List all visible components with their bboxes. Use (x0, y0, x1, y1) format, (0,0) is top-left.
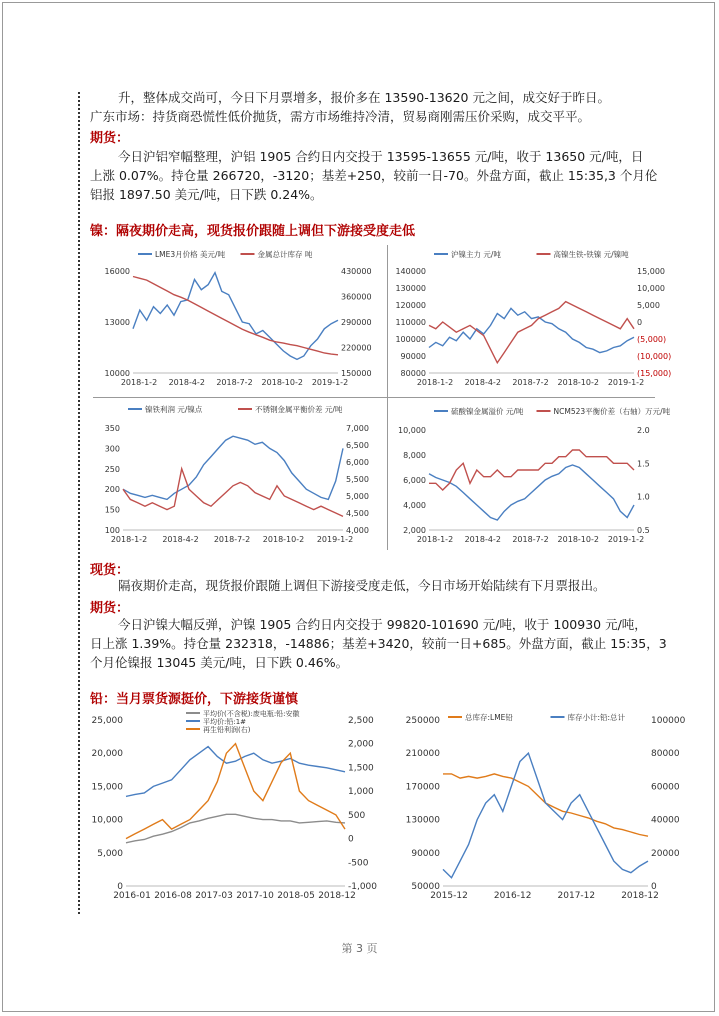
y-left-tick-label: 10000 (104, 369, 130, 378)
y-left-tick-label: 15,000 (91, 782, 123, 793)
x-tick-label: 2016-08 (154, 891, 192, 901)
y-right-tick-label: 5,500 (346, 475, 369, 484)
x-tick-label: 2019-1-2 (311, 378, 349, 387)
x-tick-label: 2016-01 (113, 891, 151, 901)
ni-futures-line-1: 今日沪镍大幅反弹，沪镍 1905 合约日内交投于 99820-101690 元/吨，收于 100930 元/吨， (118, 617, 647, 632)
x-tick-label: 2017-12 (557, 891, 596, 901)
y-right-tick-label: 290000 (341, 318, 372, 327)
y-right-tick-label: 5,000 (637, 301, 660, 310)
y-left-tick-label: 50000 (411, 882, 440, 892)
y-right-tick-label: 6,000 (346, 458, 369, 467)
legend-label: 高镍生铁-铁镍 元/镍吨 (553, 250, 629, 259)
series-line-2 (443, 753, 648, 878)
y-right-tick-label: (15,000) (637, 369, 672, 378)
chart-shfe-nickel (389, 245, 681, 395)
page-number: 第 3 页 (341, 942, 378, 955)
y-left-tick-label: 90000 (400, 352, 426, 361)
y-left-tick-label: 8,000 (403, 451, 426, 460)
legend-label: 金属总计库存 吨 (257, 250, 313, 259)
y-right-tick-label: 500 (348, 810, 366, 821)
x-tick-label: 2015-12 (430, 891, 468, 901)
x-tick-label: 2018-7-2 (213, 535, 251, 544)
x-tick-label: 2018-4-2 (162, 535, 199, 544)
ni-futures-line-3: 个月伦镍报 13045 美元/吨，日下跌 0.46%。 (90, 655, 349, 670)
series-line-1 (429, 465, 634, 520)
y-left-tick-label: 13000 (104, 318, 130, 327)
y-left-tick-label: 130000 (405, 815, 440, 826)
y-left-tick-label: 250 (104, 464, 120, 474)
chart-lead-inventory (385, 708, 695, 908)
series-line-2 (123, 469, 343, 517)
y-right-tick-label: 1.0 (637, 492, 650, 502)
y-right-tick-label: 100000 (651, 716, 686, 726)
legend-label: 总库存:LME铅 (465, 713, 513, 722)
y-right-tick-label: 0 (637, 318, 643, 327)
y-right-tick-label: 1,500 (348, 763, 374, 774)
x-tick-label: 2018-1-2 (416, 535, 454, 544)
x-tick-label: 2018-05 (277, 891, 315, 901)
ni-spot-line-1: 隔夜期价走高，现货报价跟随上调但下游接受度走低，今日市场开始陆续有下月票报出。 (118, 578, 606, 593)
y-left-tick-label: 350 (104, 424, 120, 433)
y-left-tick-label: 16000 (104, 267, 130, 276)
y-right-tick-label: 0 (348, 834, 354, 845)
x-tick-label: 2016-12 (493, 891, 532, 901)
al-text-line-2: 广东市场：持货商恐慌性低价抛货，需方市场维持冷清，贸易商刚需压价采购，成交平平。 (90, 109, 591, 124)
x-tick-label: 2018-7-2 (512, 378, 549, 387)
ni-futures-label: 期货： (90, 601, 130, 616)
nickel-heading: 镍：隔夜期价走高，现货报价跟随上调但下游接受度走低 (90, 224, 416, 239)
chart-grid-hline (93, 397, 655, 398)
al-futures-line-2: 上涨 0.07%。持仓量 266720，-3120；基差+250，较前一日-70。外盘方面，截止 15:35,3 个月伦 (90, 168, 658, 183)
x-tick-label: 2018-12 (318, 891, 356, 901)
y-left-tick-label: 100 (104, 526, 120, 535)
y-left-tick-label: 250000 (405, 716, 440, 726)
y-left-tick-label: 6,000 (403, 476, 426, 485)
x-tick-label: 2018-10-2 (261, 378, 303, 387)
y-left-tick-label: 5,000 (97, 848, 123, 859)
legend-label: 不锈钢金属平衡价差 元/吨 (255, 405, 343, 414)
legend-label: 硫酸镍金属溢价 元/吨 (451, 407, 524, 416)
y-left-tick-label: 170000 (405, 782, 440, 793)
ni-spot-label: 现货： (90, 563, 130, 578)
y-right-tick-label: 4,500 (346, 509, 369, 518)
y-left-tick-label: 210000 (405, 749, 440, 760)
series-line-1 (133, 273, 338, 360)
x-tick-label: 2018-7-2 (216, 378, 253, 387)
y-left-tick-label: 10,000 (91, 815, 123, 826)
y-right-tick-label: -500 (348, 858, 369, 869)
chart-grid-vline (387, 245, 388, 550)
x-tick-label: 2017-10 (236, 891, 274, 901)
y-left-tick-label: 130000 (395, 284, 426, 293)
x-tick-label: 2017-03 (195, 891, 233, 901)
al-futures-line-3: 铝报 1897.50 美元/吨，日下跌 0.24%。 (90, 187, 323, 202)
x-tick-label: 2018-4-2 (464, 378, 501, 387)
y-left-tick-label: 140000 (395, 267, 426, 276)
x-tick-label: 2018-10-2 (262, 535, 305, 544)
y-right-tick-label: 7,000 (346, 424, 369, 433)
x-tick-label: 2018-12 (621, 891, 659, 901)
y-right-tick-label: 1,000 (348, 787, 374, 798)
y-left-tick-label: 10,000 (398, 426, 426, 435)
lead-heading: 铅：当月票货源挺价，下游接货谨慎 (90, 692, 299, 707)
legend-label: NCM523平衡价差（右轴）万元/吨 (553, 407, 671, 416)
x-tick-label: 2018-1-2 (110, 535, 148, 544)
legend-label: 库存小计:铅:总计 (567, 713, 626, 722)
x-tick-label: 2019-1-2 (607, 535, 645, 544)
al-text-line-1: 升，整体成交尚可，今日下月票增多，报价多在 13590-13620 元之间，成交好于昨日。 (118, 90, 610, 105)
chart-nickel-sulfate (389, 400, 681, 550)
y-left-tick-label: 120000 (395, 301, 426, 310)
y-right-tick-label: 2,500 (348, 716, 374, 726)
y-left-tick-label: 300 (104, 444, 120, 454)
x-tick-label: 2018-7-2 (512, 535, 549, 544)
legend-label: 再生铅利润(右) (203, 726, 251, 734)
y-right-tick-label: 0.5 (637, 526, 650, 535)
y-right-tick-label: 10,000 (637, 284, 665, 293)
al-futures-line-1: 今日沪铝窄幅整理，沪铝 1905 合约日内交投于 13595-13655 元/吨，收于 13650 元/吨，日 (118, 149, 644, 164)
y-left-tick-label: 100000 (395, 335, 426, 344)
series-line-2 (429, 302, 634, 363)
legend-label: LME3月价格 美元/吨 (155, 250, 226, 259)
y-right-tick-label: 2,000 (348, 739, 374, 750)
chart-lme-nickel-price (93, 245, 385, 395)
y-right-tick-label: 4,000 (346, 526, 369, 535)
y-left-tick-label: 80000 (400, 369, 426, 378)
x-tick-label: 2018-10-2 (557, 378, 599, 387)
y-right-tick-label: 80000 (651, 749, 680, 760)
series-line-1 (123, 436, 343, 499)
x-tick-label: 2018-4-2 (168, 378, 205, 387)
y-right-tick-label: 40000 (651, 815, 680, 826)
x-tick-label: 2018-4-2 (464, 535, 501, 544)
legend-label: 平均价:铅:1# (203, 718, 247, 726)
legend-label: 镍铁利润 元/镍点 (145, 405, 203, 414)
y-right-tick-label: -1,000 (348, 882, 378, 892)
y-left-tick-label: 200 (104, 485, 120, 495)
legend-label: 平均价(不含税):废电瓶:铅:安徽 (203, 710, 300, 718)
legend-label: 沪镍主力 元/吨 (451, 250, 501, 259)
x-tick-label: 2019-1-2 (316, 535, 354, 544)
series-line-2 (429, 450, 634, 490)
y-right-tick-label: 360000 (341, 292, 372, 302)
y-left-tick-label: 25,000 (91, 716, 123, 726)
x-tick-label: 2018-1-2 (416, 378, 454, 387)
y-right-tick-label: 6,500 (346, 441, 369, 450)
y-right-tick-label: 1.5 (637, 459, 650, 469)
y-right-tick-label: 2.0 (637, 426, 650, 435)
y-left-tick-label: 2,000 (403, 526, 426, 535)
series-line-2 (133, 277, 338, 355)
series-line-1 (126, 814, 345, 843)
y-right-tick-label: 0 (651, 882, 657, 892)
y-right-tick-label: 5,000 (346, 492, 369, 501)
y-right-tick-label: 60000 (651, 782, 680, 793)
y-right-tick-label: 150000 (341, 369, 372, 378)
y-left-tick-label: 20,000 (91, 749, 123, 760)
series-line-1 (443, 774, 648, 836)
chart-nickel-pig-iron-profit (93, 400, 385, 550)
y-left-tick-label: 0 (117, 882, 123, 892)
y-right-tick-label: 430000 (341, 267, 372, 276)
y-right-tick-label: 20000 (651, 848, 680, 859)
series-line-3 (126, 744, 345, 839)
chart-lead-scrap-battery (80, 708, 390, 908)
x-tick-label: 2018-1-2 (120, 378, 158, 387)
y-right-tick-label: 220000 (341, 343, 372, 353)
y-right-tick-label: (10,000) (637, 352, 672, 361)
y-left-tick-label: 4,000 (403, 501, 426, 510)
al-futures-label: 期货： (90, 131, 130, 146)
y-left-tick-label: 150 (104, 505, 120, 515)
series-line-2 (126, 747, 345, 797)
y-left-tick-label: 90000 (411, 848, 440, 859)
y-right-tick-label: 15,000 (637, 267, 665, 276)
y-left-tick-label: 110000 (395, 318, 426, 327)
x-tick-label: 2019-1-2 (607, 378, 645, 387)
ni-futures-line-2: 日上涨 1.39%。持仓量 232318，-14886；基差+3420，较前一日+685。外盘方面，截止 15:35，3 (90, 636, 667, 651)
y-right-tick-label: (5,000) (637, 335, 667, 344)
x-tick-label: 2018-10-2 (557, 535, 599, 544)
